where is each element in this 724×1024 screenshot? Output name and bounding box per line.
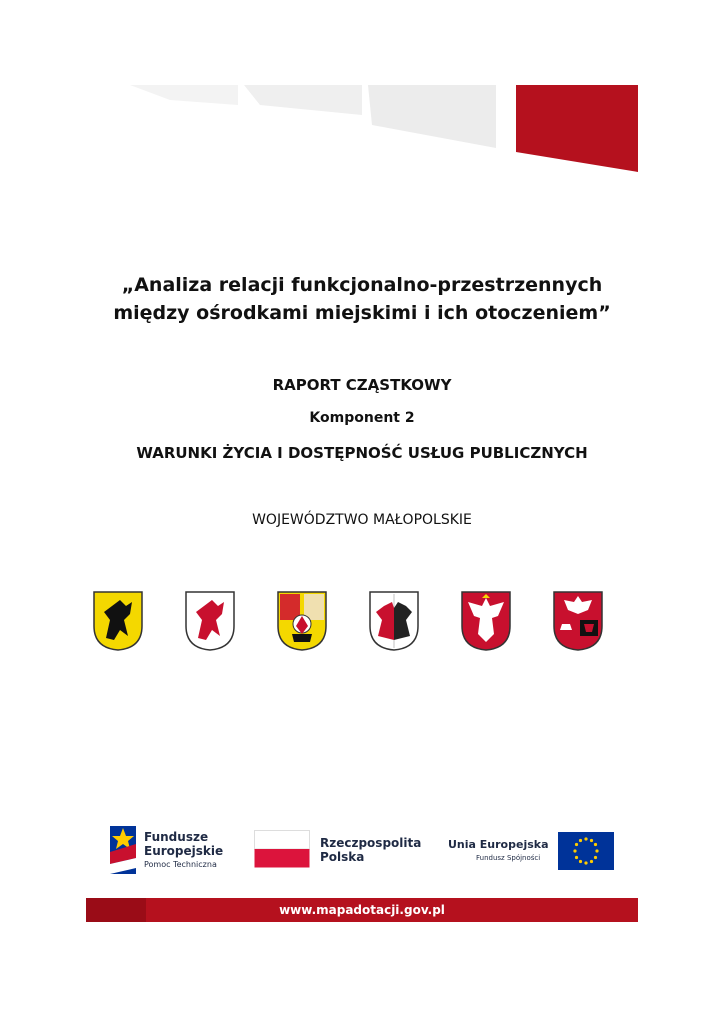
footer-url[interactable]: www.mapadotacji.gov.pl <box>279 903 445 917</box>
title-line-1: „Analiza relacji funkcjonalno-przestrzennych <box>121 274 603 296</box>
funding-logos <box>0 820 724 880</box>
region-name: WOJEWÓDZTWO MAŁOPOLSKIE <box>252 512 472 528</box>
ue-line-1: Unia Europejska <box>448 838 549 851</box>
white-red-griffin-crest-icon <box>184 590 236 652</box>
report-component: Komponent 2 <box>309 410 415 426</box>
ue-line-2: Fundusz Spójności <box>476 854 541 862</box>
fe-line-2: Europejskie <box>144 844 224 858</box>
red-eagle-quartered-crest-icon <box>552 590 604 652</box>
yellow-black-griffin-crest-icon <box>92 590 144 652</box>
fundusze-europejskie-icon <box>108 824 138 876</box>
rp-line-1: Rzeczpospolita <box>320 836 422 850</box>
rp-line-2: Polska <box>320 850 365 864</box>
header-graphic <box>0 80 724 180</box>
title-line-2: między ośrodkami miejskimi i ich otoczeniem” <box>113 302 611 324</box>
polish-flag-icon <box>254 830 310 868</box>
fe-line-1: Fundusze <box>144 830 209 844</box>
red-white-eagle-crest-icon <box>460 590 512 652</box>
report-subject: WARUNKI ŻYCIA I DOSTĘPNOŚĆ USŁUG PUBLICZNYCH <box>136 444 588 462</box>
white-black-griffin-crest-icon <box>368 590 420 652</box>
footer-bar <box>86 898 638 922</box>
report-type: RAPORT CZĄSTKOWY <box>272 376 452 394</box>
fe-line-3: Pomoc Techniczna <box>144 860 217 869</box>
eu-flag-icon <box>558 832 614 870</box>
yellow-eagle-crest-icon <box>276 590 328 652</box>
